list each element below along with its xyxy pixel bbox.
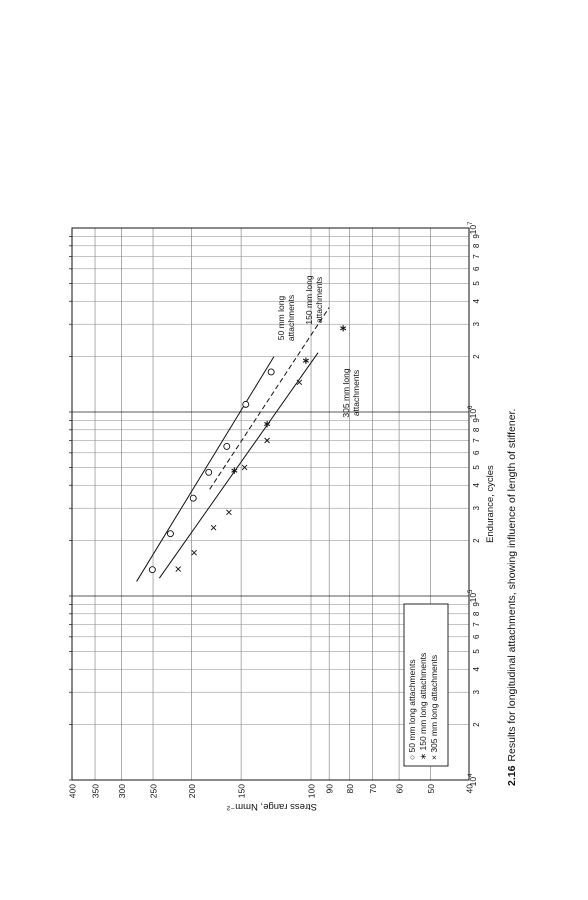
caption-text: Results for longitudinal attachments, showing influence of length of stiffener. (506, 408, 518, 762)
data-point-circle (190, 495, 196, 501)
endurance-minor-label: 9 (472, 234, 481, 239)
data-point-circle (167, 531, 173, 537)
endurance-minor-label: 8 (472, 611, 481, 617)
data-point-circle (224, 443, 230, 449)
data-point-cross (211, 525, 216, 530)
endurance-minor-label: 5 (472, 465, 481, 470)
data-point-cross (226, 510, 231, 515)
endurance-major-label: $10^6$ (468, 405, 478, 419)
figure-caption (506, 408, 518, 787)
endurance-minor-label: 7 (472, 622, 481, 627)
data-point-cross (176, 567, 181, 572)
stress-tick-label: 250 (148, 784, 159, 799)
endurance-minor-label: 7 (472, 254, 481, 259)
endurance-minor-label: 6 (472, 634, 481, 640)
endurance-minor-label: 6 (472, 450, 481, 456)
endurance-minor-label: 3 (472, 689, 481, 695)
stress-tick-label: 150 (236, 784, 247, 799)
caption-number: 2.16 (506, 765, 518, 786)
endurance-major-label: $10^4$ (468, 773, 478, 787)
endurance-minor-label: 3 (472, 321, 481, 327)
stress-tick-label: 70 (368, 784, 379, 794)
endurance-minor-label: 3 (472, 505, 481, 511)
endurance-minor-label: 5 (472, 281, 481, 286)
endurance-minor-label: 5 (472, 649, 481, 654)
legend-entry: ∗ 150 mm long attachments (418, 652, 428, 760)
legend-entry: ○ 50 mm long attachments (407, 659, 417, 760)
data-point-circle (243, 401, 249, 407)
endurance-minor-label: 2 (472, 538, 481, 543)
stress-tick-label: 200 (187, 784, 198, 799)
data-point-circle (206, 469, 212, 475)
stress-tick-label: 350 (90, 784, 101, 799)
curve-label: 150 mm long (304, 275, 314, 325)
data-point-asterisk (303, 358, 309, 364)
stress-tick-label: 300 (117, 784, 128, 799)
endurance-minor-label: 9 (472, 418, 481, 423)
endurance-minor-label: 8 (472, 427, 481, 433)
stress-tick-label: 60 (394, 784, 405, 794)
data-point-cross (192, 550, 197, 555)
fit-line (137, 357, 274, 582)
endurance-minor-label: 4 (472, 666, 481, 672)
y-axis-title: Stress range, Nmm⁻² (226, 801, 318, 812)
curve-label: 50 mm long (276, 295, 286, 341)
stress-tick-label: 100 (306, 784, 317, 799)
data-point-asterisk (340, 325, 346, 331)
endurance-minor-label: 2 (472, 722, 481, 727)
stress-tick-label: 50 (426, 784, 437, 794)
x-axis-title: Endurance, cycles (485, 465, 496, 543)
data-point-circle (149, 567, 155, 573)
curve-label: attachments (351, 369, 361, 417)
endurance-minor-label: 9 (472, 602, 481, 607)
endurance-major-label: $10^5$ (468, 589, 478, 603)
stress-tick-label: 80 (344, 784, 355, 794)
endurance-minor-label: 7 (472, 438, 481, 443)
endurance-minor-label: 8 (472, 243, 481, 249)
curve-label: attachments (286, 294, 296, 342)
endurance-minor-label: 6 (472, 266, 481, 272)
stress-tick-label: 400 (67, 784, 78, 799)
endurance-minor-label: 4 (472, 298, 481, 304)
stress-tick-label: 40 (464, 784, 475, 794)
endurance-minor-label: 2 (472, 354, 481, 359)
endurance-major-label: $10^7$ (468, 221, 478, 235)
curve-label: 305 mm long (341, 368, 351, 418)
curve-label: attachments (314, 276, 324, 324)
legend-entry: × 305 mm long attachments (429, 654, 439, 760)
data-point-circle (268, 369, 274, 375)
endurance-minor-label: 4 (472, 482, 481, 488)
fit-line (159, 353, 318, 578)
stress-tick-label: 90 (324, 784, 335, 794)
